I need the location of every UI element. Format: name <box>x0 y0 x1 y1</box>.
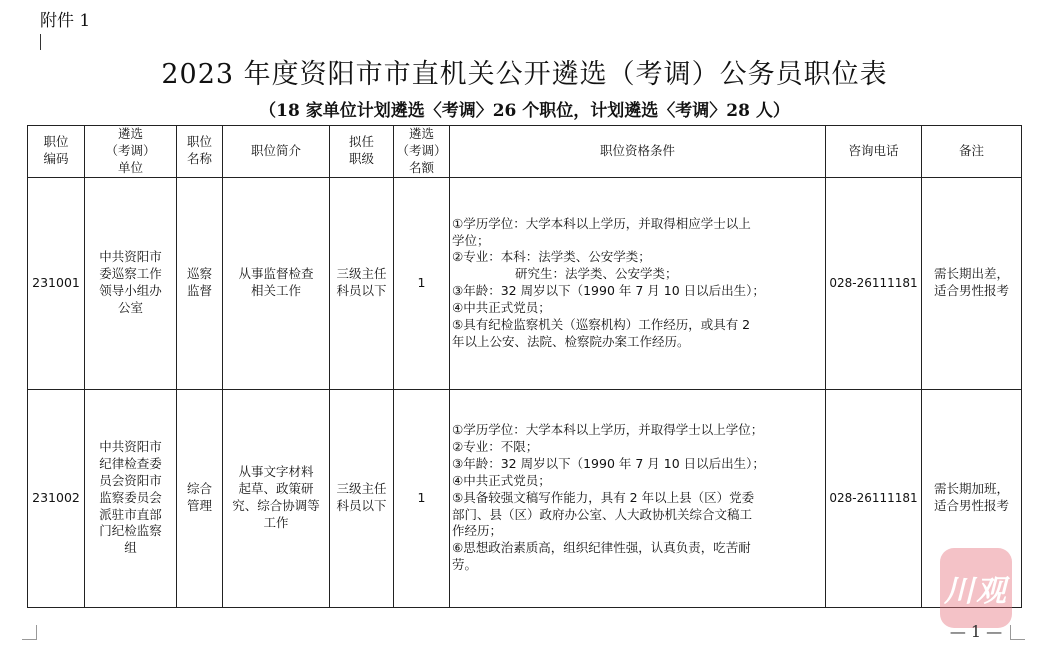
cell-unit: 中共资阳市 委巡察工作 领导小组办 公室 <box>85 177 177 389</box>
header-unit: 遴选 （考调） 单位 <box>85 126 177 178</box>
cell-rank: 三级主任 科员以下 <box>330 177 394 389</box>
header-rank: 拟任 职级 <box>330 126 394 178</box>
attachment-label: 附件 1 <box>40 11 91 31</box>
cell-code: 231002 <box>28 389 85 607</box>
table-row <box>28 389 1022 607</box>
page-subtitle: （18 家单位计划遴选〈考调〉26 个职位，计划遴选〈考调〉28 人） <box>259 101 790 121</box>
cell-conditions: ①学历学位：大学本科以上学历，并取得相应学士以上 学位； ②专业：本科：法学类、公安学类； 研究生：法学类、公安学类； ③年龄：32 周岁以下（1990 年 7 月 10 日以后出生）； ④中共正式党员； ⑤具有纪检监察机关（巡察机构）工作经历，或具有 2 年以上公安、法院、检察院办案工作经历。 <box>450 177 826 389</box>
cell-name: 巡察 监督 <box>177 177 223 389</box>
cell-phone: 028-26111181 <box>826 177 922 389</box>
cell-intro: 从事文字材料 起草、政策研 究、综合协调等 工作 <box>223 389 330 607</box>
header-code: 职位 编码 <box>28 126 85 178</box>
cell-intro: 从事监督检查 相关工作 <box>223 177 330 389</box>
cell-code: 231001 <box>28 177 85 389</box>
cell-quota: 1 <box>394 177 450 389</box>
cell-phone: 028-26111181 <box>826 389 922 607</box>
page-number: — 1 — <box>949 622 1003 641</box>
cell-conditions: ①学历学位：大学本科以上学历，并取得学士以上学位； ②专业：不限； ③年龄：32 周岁以下（1990 年 7 月 10 日以后出生）； ④中共正式党员； ⑤具备较强文稿写作能力，具有 2 年以上县（区）党委 部门、县（区）政府办公室、人大政协机关综合文稿工 作经历； ⑥思想政治素质高，组织纪律性强，认真负责，吃苦耐 劳。 <box>450 389 826 607</box>
cell-remark: 需长期出差， 适合男性报考 <box>922 177 1022 389</box>
header-conditions: 职位资格条件 <box>450 126 826 178</box>
page-title: 2023 年度资阳市市直机关公开遴选（考调）公务员职位表 <box>161 59 888 90</box>
header-name: 职位 名称 <box>177 126 223 178</box>
watermark-logo: 川观 <box>940 548 1012 628</box>
cell-remark: 需长期加班， 适合男性报考 <box>922 389 1022 607</box>
header-phone: 咨询电话 <box>826 126 922 178</box>
header-row <box>28 126 1022 178</box>
header-remark: 备注 <box>922 126 1022 178</box>
cell-rank: 三级主任 科员以下 <box>330 389 394 607</box>
position-table <box>27 125 1022 608</box>
header-intro: 职位简介 <box>223 126 330 178</box>
crop-mark-right <box>1010 625 1025 640</box>
cell-name: 综合 管理 <box>177 389 223 607</box>
cell-unit: 中共资阳市 纪律检查委 员会资阳市 监察委员会 派驻市直部 门纪检监察 组 <box>85 389 177 607</box>
text-cursor <box>40 34 41 50</box>
cell-quota: 1 <box>394 389 450 607</box>
header-quota: 遴选 （考调） 名额 <box>394 126 450 178</box>
crop-mark-left <box>22 625 37 640</box>
table-row <box>28 177 1022 389</box>
